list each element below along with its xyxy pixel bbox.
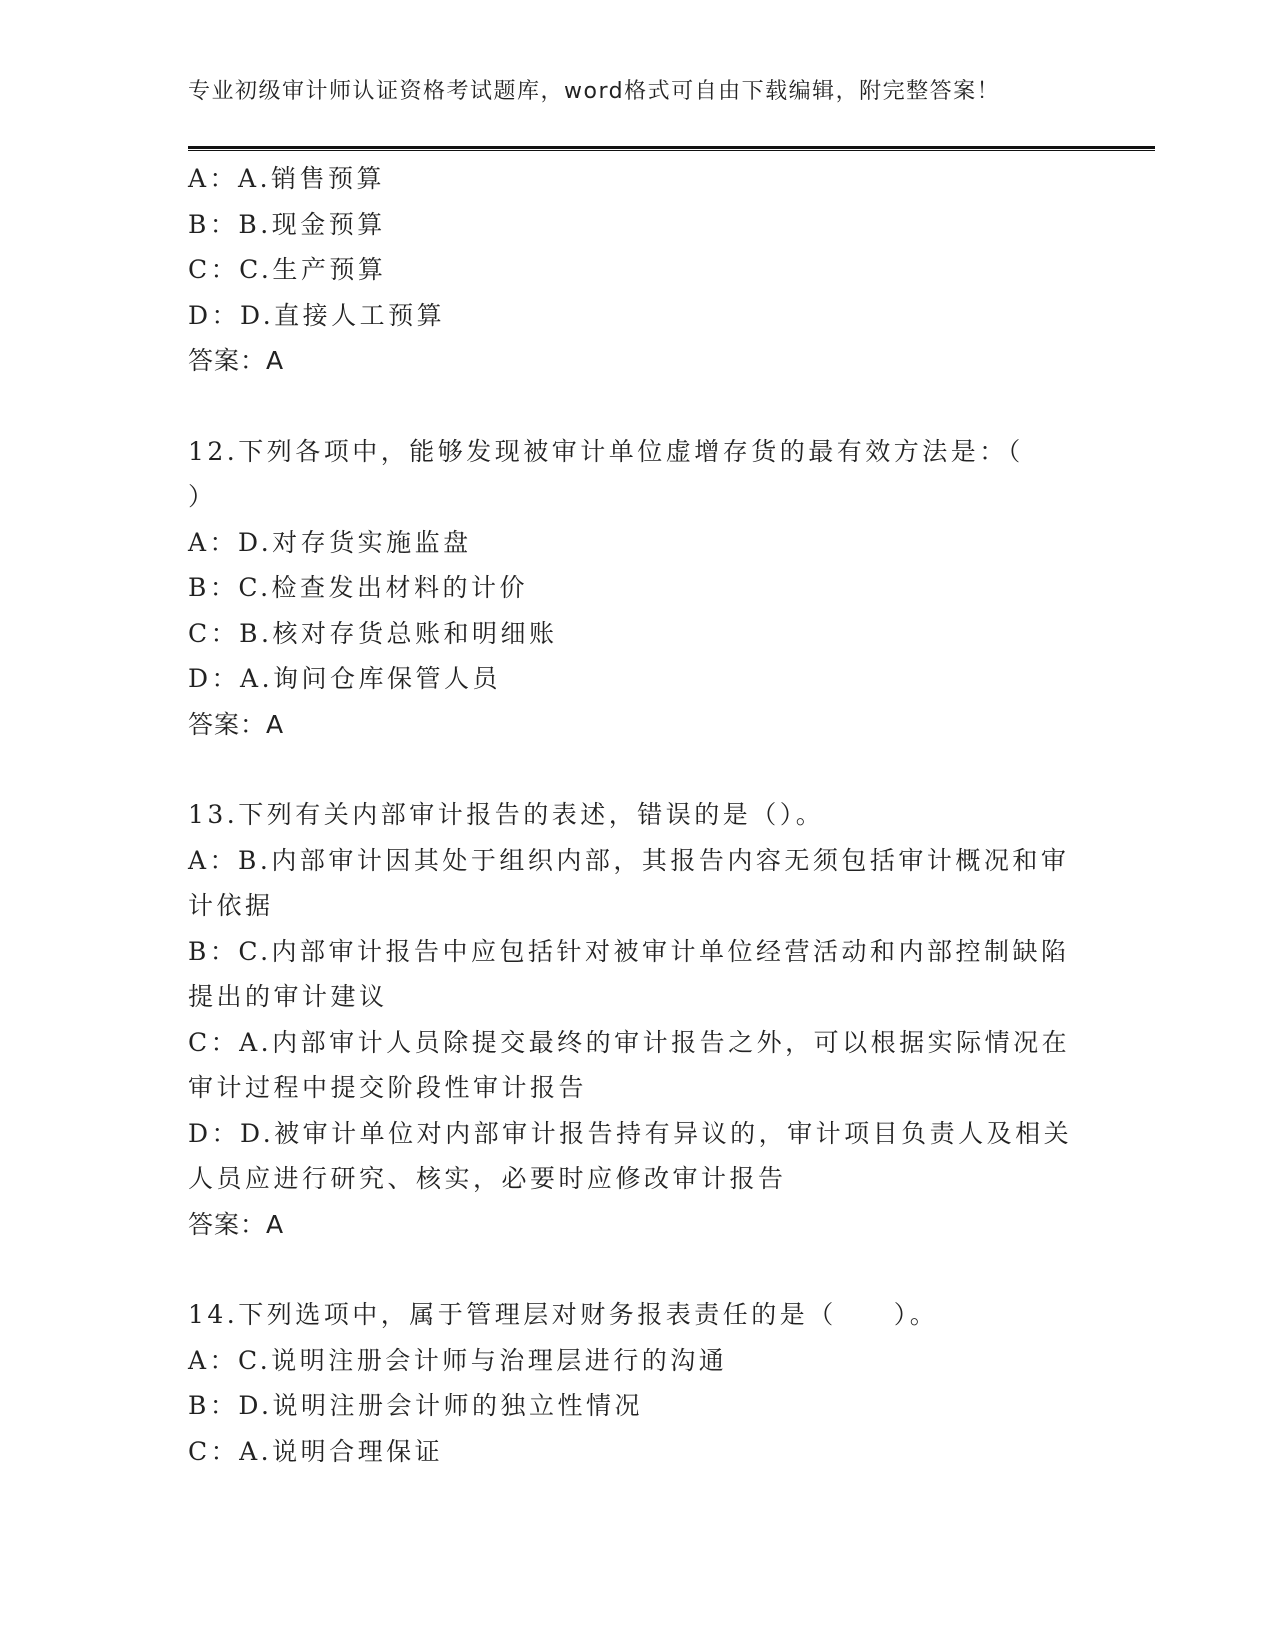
option-a-continued: 计依据 bbox=[188, 891, 274, 920]
question-text: 14.下列选项中，属于管理层对财务报表责任的是（ ）。 bbox=[188, 1300, 939, 1329]
option-b-continued: 提出的审计建议 bbox=[188, 982, 388, 1011]
question-text: 13.下列有关内部审计报告的表述，错误的是（）。 bbox=[188, 800, 825, 829]
option-a: A：C.说明注册会计师与治理层进行的沟通 bbox=[188, 1345, 728, 1375]
option-b: B：C.检查发出材料的计价 bbox=[188, 573, 529, 602]
question-block bbox=[188, 156, 1088, 384]
option-b: B：B.现金预算 bbox=[188, 209, 386, 239]
option-b: B：D.说明注册会计师的独立性情况 bbox=[188, 1391, 643, 1420]
option-a: A：B.内部审计因其处于组织内部，其报告内容无须包括审计概况和审 bbox=[188, 845, 1070, 875]
question-block bbox=[188, 429, 1088, 748]
option-a: A：D.对存货实施监盘 bbox=[188, 527, 472, 557]
answer-line: 答案：A bbox=[188, 346, 285, 375]
question-text-continued: ） bbox=[188, 482, 217, 511]
question-block bbox=[188, 1292, 1088, 1474]
header-divider bbox=[188, 146, 1155, 151]
page-header: 专业初级审计师认证资格考试题库，word格式可自由下载编辑，附完整答案！ bbox=[188, 79, 1001, 104]
question-text: 12.下列各项中，能够发现被审计单位虚增存货的最有效方法是：（ bbox=[188, 436, 1024, 466]
option-d: D：A.询问仓库保管人员 bbox=[188, 664, 502, 693]
option-c: C：A.说明合理保证 bbox=[188, 1436, 444, 1466]
option-d-continued: 人员应进行研究、核实，必要时应修改审计报告 bbox=[188, 1164, 787, 1193]
option-c: C：A.内部审计人员除提交最终的审计报告之外，可以根据实际情况在 bbox=[188, 1027, 1071, 1057]
answer-line: 答案：A bbox=[188, 1209, 285, 1239]
option-d: D：D.直接人工预算 bbox=[188, 300, 446, 330]
question-block bbox=[188, 792, 1088, 1247]
option-c: C：B.核对存货总账和明细账 bbox=[188, 618, 558, 648]
document-body bbox=[188, 156, 1088, 1474]
answer-line: 答案：A bbox=[188, 709, 285, 739]
option-a: A：A.销售预算 bbox=[188, 164, 386, 193]
option-c-continued: 审计过程中提交阶段性审计报告 bbox=[188, 1073, 588, 1102]
option-c: C：C.生产预算 bbox=[188, 255, 387, 284]
option-d: D：D.被审计单位对内部审计报告持有异议的，审计项目负责人及相关 bbox=[188, 1118, 1073, 1148]
option-b: B：C.内部审计报告中应包括针对被审计单位经营活动和内部控制缺陷 bbox=[188, 936, 1070, 966]
